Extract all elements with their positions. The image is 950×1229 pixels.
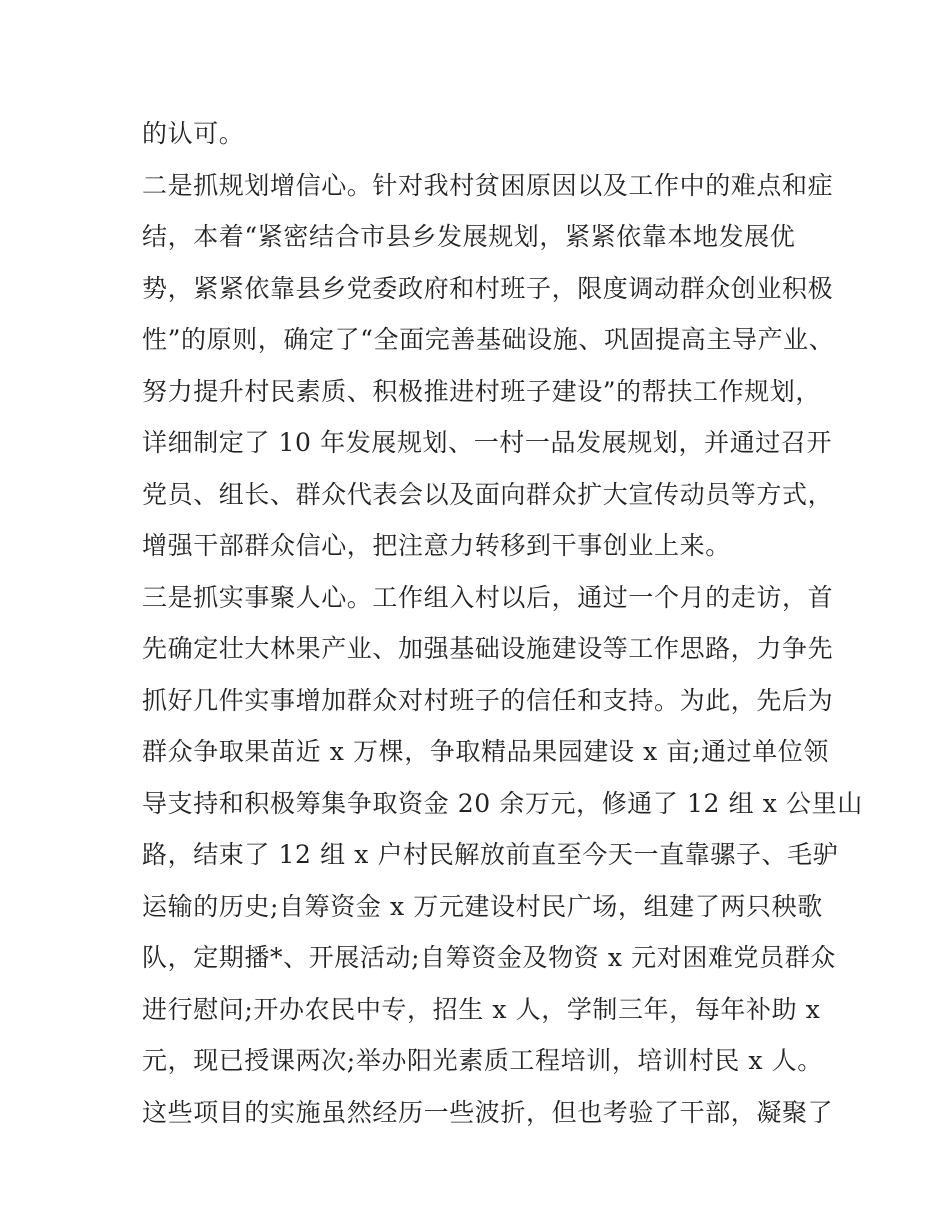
text-line: 导支持和积极筹集争取资金 20 余万元，修通了 12 组 x 公里山 — [142, 788, 863, 818]
text-line: 的认可。 — [142, 119, 245, 148]
text-line: 党员、组长、群众代表会以及面向群众扩大宣传动员等方式， — [142, 479, 834, 509]
text-line: 详细制定了 10 年发展规划、一村一品发展规划，并通过召开 — [142, 428, 833, 457]
text-line: 先确定壮大林果产业、加强基础设施建设等工作思路，力争先 — [142, 634, 834, 663]
text-line: 元，现已授课两次;举办阳光素质工程培训，培训村民 x 人。 — [142, 1046, 823, 1075]
text-line: 这些项目的实施虽然经历一些波折，但也考验了干部，凝聚了 — [142, 1097, 834, 1127]
text-line: 增强干部群众信心，把注意力转移到干事创业上来。 — [142, 531, 731, 560]
text-line: 结，本着“紧密结合市县乡发展规划，紧紧依靠本地发展优 — [142, 222, 796, 251]
text-line: 二是抓规划增信心。针对我村贫困原因以及工作中的难点和症 — [142, 170, 834, 200]
text-line: 运输的历史;自筹资金 x 万元建设村民广场，组建了两只秧歌 — [142, 891, 823, 921]
text-line: 进行慰问;开办农民中专，招生 x 人，学制三年，每年补助 x — [142, 994, 821, 1024]
text-line: 努力提升村民素质、积极推进村班子建设”的帮扶工作规划， — [142, 376, 821, 406]
text-line: 群众争取果苗近 x 万棵，争取精品果园建设 x 亩;通过单位领 — [142, 737, 830, 766]
text-line: 队，定期播*、开展活动;自筹资金及物资 x 元对困难党员群众 — [142, 943, 836, 972]
text-line: 路，结束了 12 组 x 户村民解放前直至今天一直靠骡子、毛驴 — [142, 840, 839, 869]
text-line: 三是抓实事聚人心。工作组入村以后，通过一个月的走访，首 — [142, 582, 834, 612]
text-line: 势，紧紧依靠县乡党委政府和村班子，限度调动群众创业积极 — [142, 273, 834, 303]
body-text — [142, 108, 863, 1138]
text-line: 性”的原则，确定了“全面完善基础设施、巩固提高主导产业、 — [142, 325, 835, 354]
text-line: 抓好几件实事增加群众对村班子的信任和支持。为此，先后为 — [142, 685, 834, 715]
